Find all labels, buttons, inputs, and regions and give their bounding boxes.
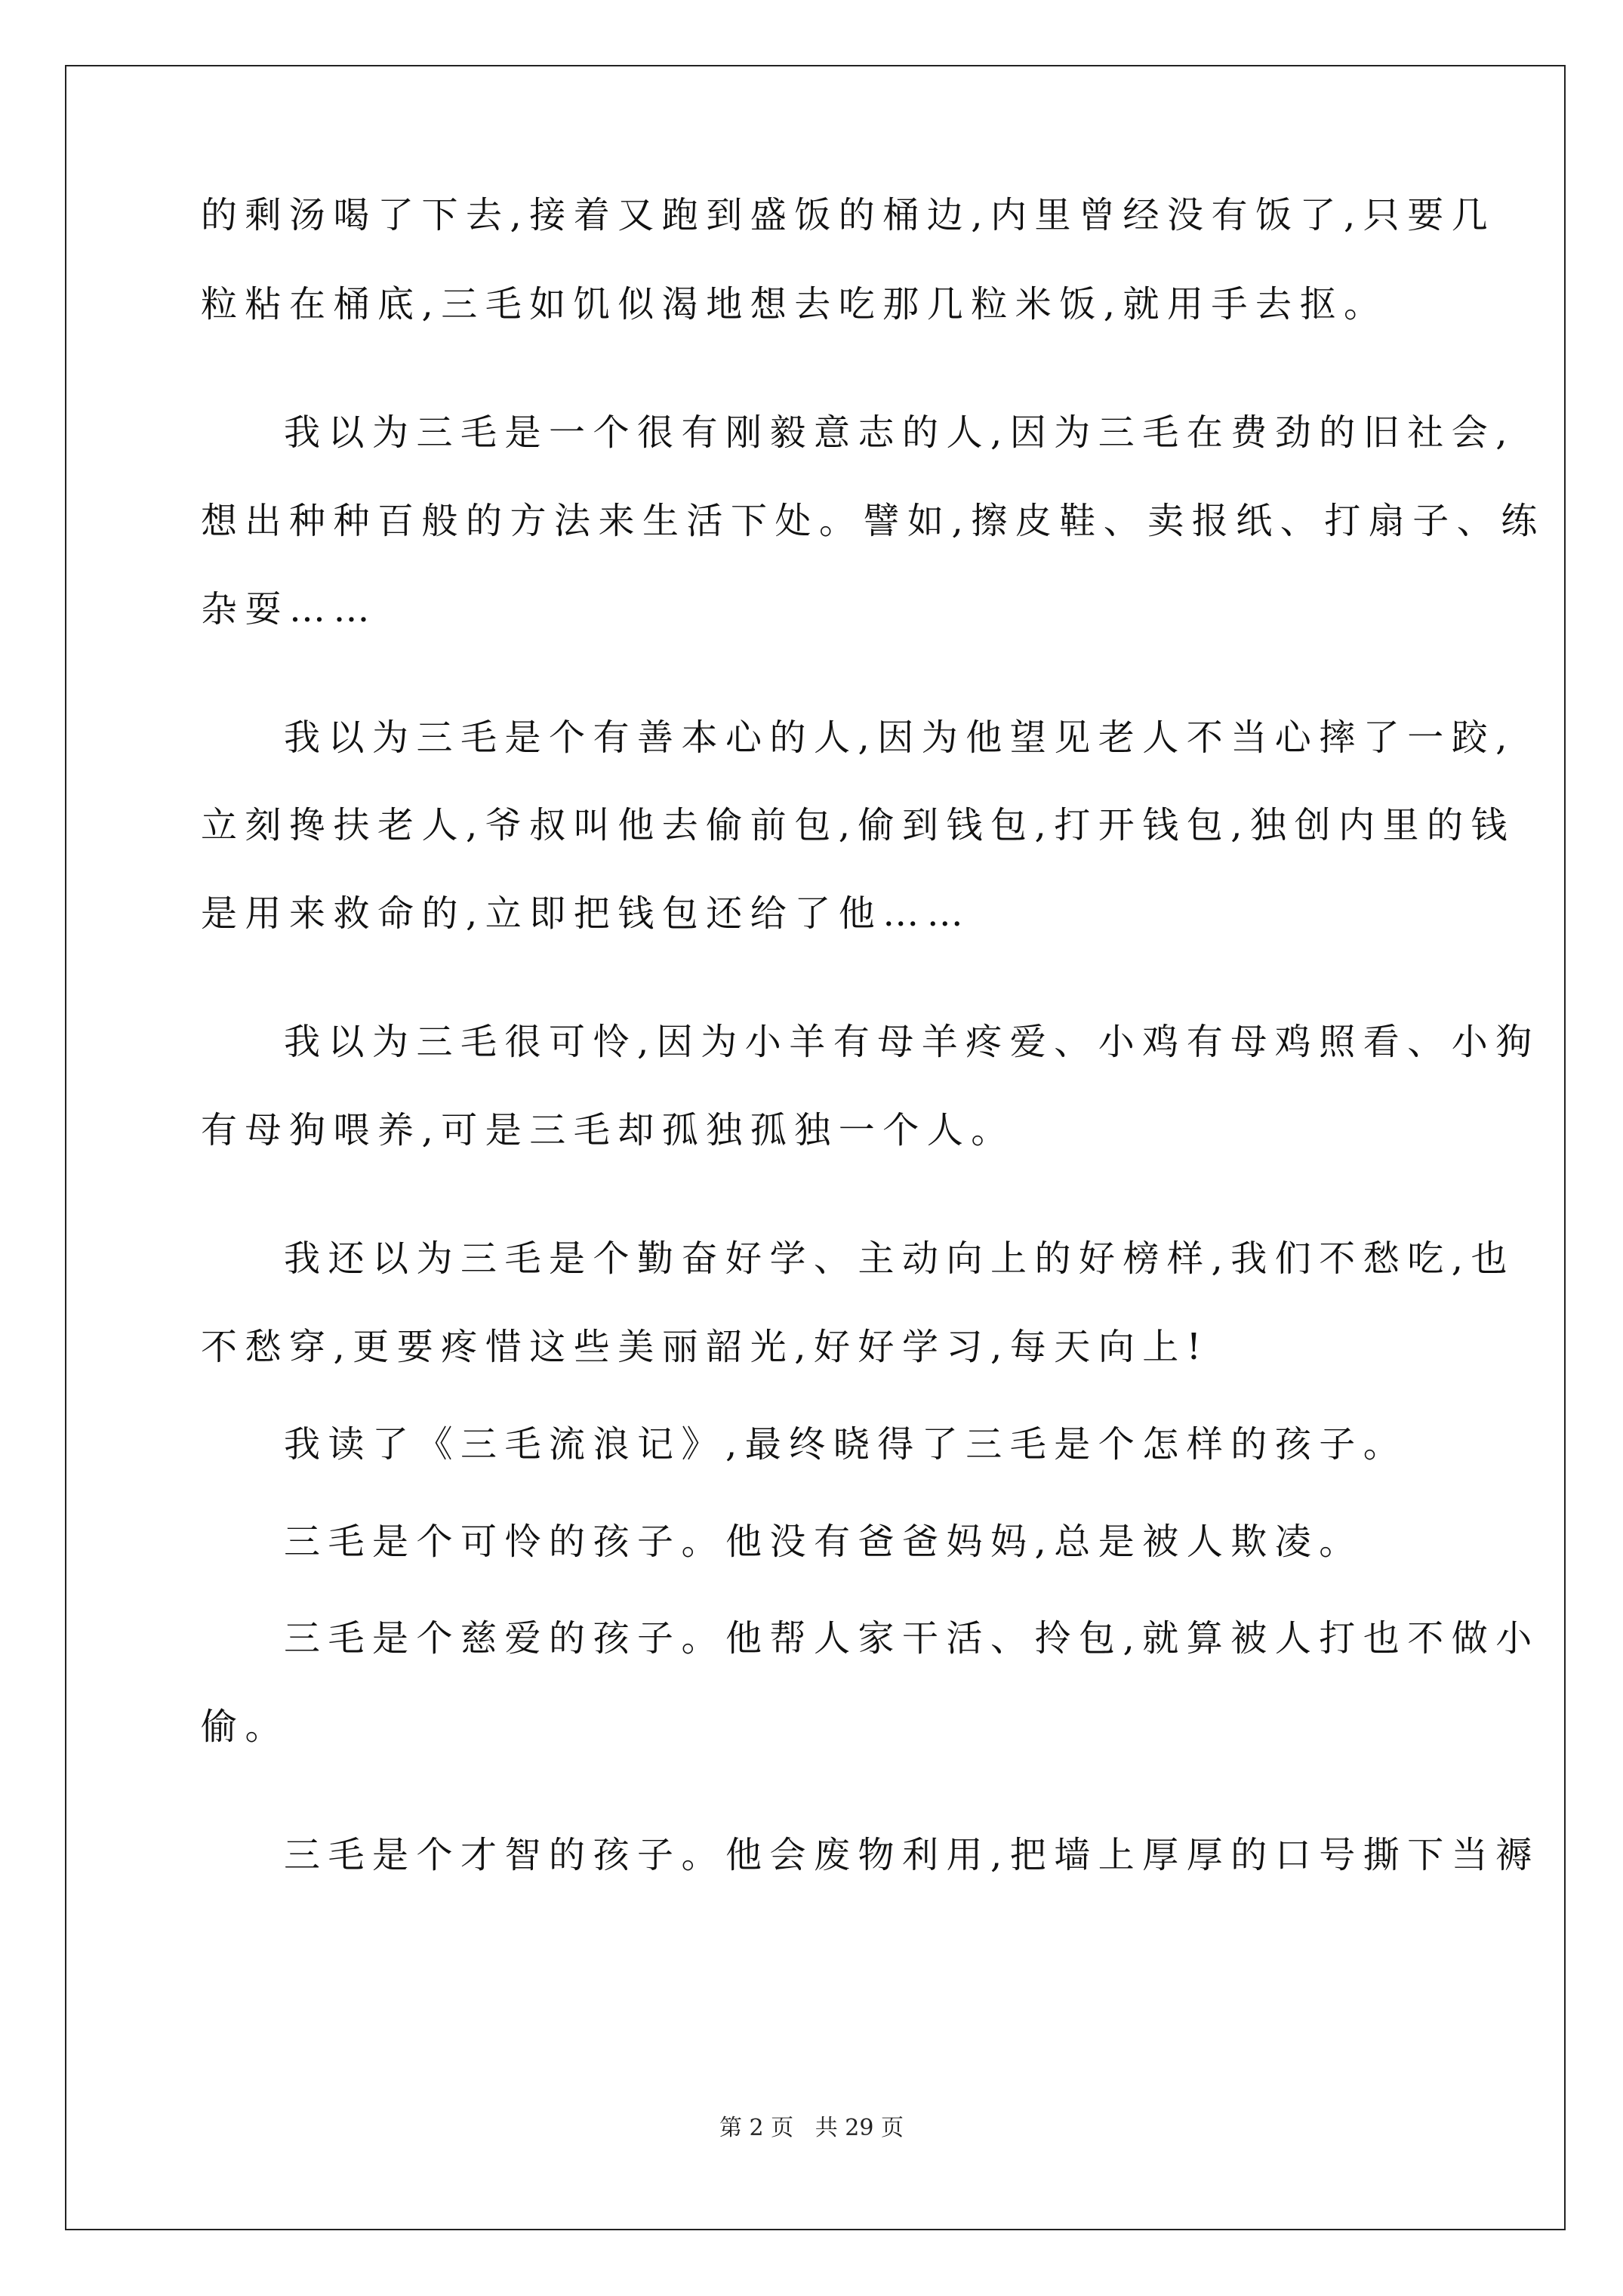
paragraph-first-line: 我以为三毛是个有善本心的人,因为他望见老人不当心摔了一跤, <box>284 717 1516 759</box>
text-line: 有母狗喂养,可是三毛却孤独孤独一个人。 <box>201 1109 1015 1151</box>
paragraph-first-line: 三毛是个慈爱的孩子。他帮人家干活、拎包,就算被人打也不做小 <box>284 1617 1540 1660</box>
text-line: 杂耍…… <box>201 588 378 630</box>
text-line: 偷。 <box>201 1706 290 1748</box>
text-line: 的剩汤喝了下去,接着又跑到盛饭的桶边,内里曾经没有饭了,只要几 <box>201 194 1496 236</box>
page-number: 第 2 页 共 29 页 <box>719 2115 904 2141</box>
text-line: 想出种种百般的方法来生活下处。譬如,擦皮鞋、卖报纸、打扇子、练 <box>201 500 1545 542</box>
paragraph-first-line: 我读了《三毛流浪记》,最终晓得了三毛是个怎样的孩子。 <box>284 1423 1408 1465</box>
paragraph-first-line: 我以为三毛很可怜,因为小羊有母羊疼爱、小鸡有母鸡照看、小狗 <box>284 1021 1540 1063</box>
paragraph-first-line: 三毛是个才智的孩子。他会废物利用,把墙上厚厚的口号撕下当褥 <box>284 1834 1540 1876</box>
text-line: 不愁穿,更要疼惜这些美丽韶光,好好学习,每天向上! <box>201 1326 1209 1368</box>
paragraph-first-line: 我以为三毛是一个很有刚毅意志的人,因为三毛在费劲的旧社会, <box>284 411 1516 454</box>
paragraph-first-line: 三毛是个可怜的孩子。他没有爸爸妈妈,总是被人欺凌。 <box>284 1521 1363 1563</box>
text-line: 立刻搀扶老人,爷叔叫他去偷前包,偷到钱包,打开钱包,独创内里的钱 <box>201 804 1516 846</box>
text-line: 粒粘在桶底,三毛如饥似渴地想去吃那几粒米饭,就用手去抠。 <box>201 283 1388 325</box>
paragraph-first-line: 我还以为三毛是个勤奋好学、主动向上的好榜样,我们不愁吃,也 <box>284 1237 1516 1280</box>
text-line: 是用来救命的,立即把钱包还给了他…… <box>201 892 972 935</box>
